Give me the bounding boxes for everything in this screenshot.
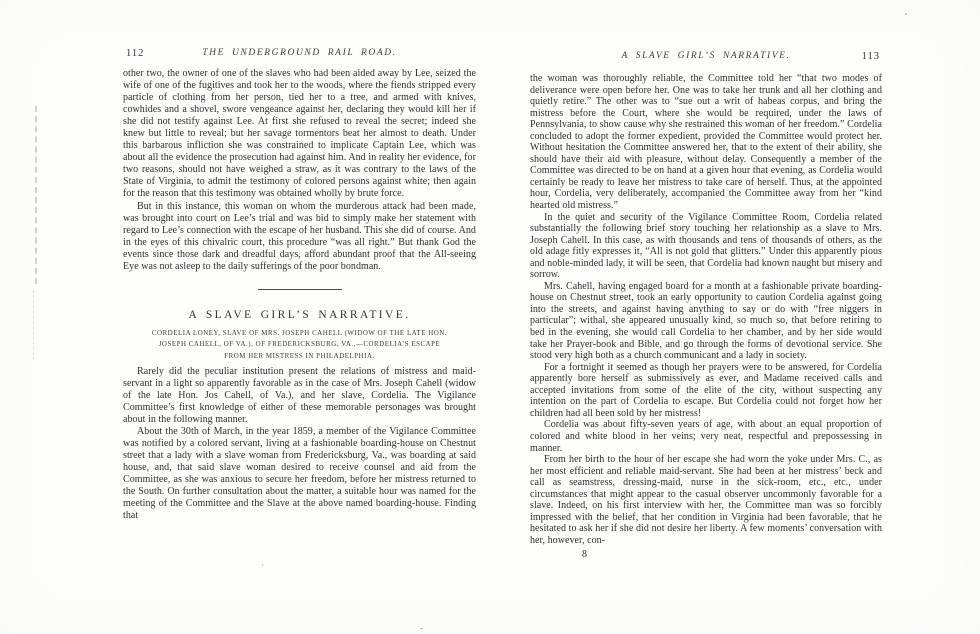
paragraph: other two, the owner of one of the slaves who had been aided away by Lee, seized the wife of one of the fugitives and took her to the woods, where the fiends stripped every particle of clothing from her person, tied her to a tree, and armed with knives, cowhides and a shovel, swore vengeance against her, declaring they would kill her if she did not testify against Lee. At first she refused to reveal the secret; indeed she knew but little to reveal; but her savage tormentors beat her almost to death. Under this barbarous infliction she was constrained to implicate Captain Lee, which was about all the evidence the prosecution had against him. And in reality her evidence, for two reasons, should not have weighed a straw, as it was contrary to the laws of the State of Virginia, to admit the testimony of colored persons against white; then again for the reason that this testimony was obtained wholly by brute force. [123, 68, 476, 200]
running-head: A SLAVE GIRL’S NARRATIVE. [621, 51, 791, 61]
page-number: 112 [126, 48, 145, 59]
page-header-left [123, 48, 476, 61]
subtitle-line: CORDELIA LONEY, SLAVE OF MRS. JOSEPH CAHELL (WIDOW OF THE LATE HON. [151, 329, 448, 337]
page-body [530, 73, 882, 561]
page-body [123, 68, 476, 522]
scan-speck [262, 564, 263, 566]
section-divider-rule [258, 289, 342, 290]
section-subtitle [123, 328, 476, 363]
paragraph: But in this instance, this woman on whom the murderous attack had been made, was brought into court on Lee’s trial and was bid to simply make her statement with regard to Lee’s connection with the escape of her husband. This she did of course. And in the eyes of this chivalric court, this procedure “was all right.” But thank God the events since those dark and dreadful days, afford abundant proof that the All-seeing Eye was not asleep to the daily sufferings of the poor bondman. [123, 200, 476, 272]
subtitle-line: FROM HER MISTRESS IN PHILADELPHIA. [224, 353, 375, 361]
page-112 [123, 48, 476, 522]
paragraph: From her birth to the hour of her escape she had worn the yoke under Mrs. C., as her most efficient and reliable maid-servant. She had been at her mistress’ beck and call as seamstress, dressing-maid, nurse in the sick-room, etc., etc., under circumstances that might appear to the casual observer uncommonly favorable for a slave. Indeed, on his first interview with her, the Committee man was so forcibly impressed with the belief, that her condition in Virginia had been favorable, that he hesitated to ask her if she did not desire her liberty. A few moments’ conversation with her, however, con- [530, 454, 882, 546]
paragraph: In the quiet and security of the Vigilance Committee Room, Cordelia related substantially the following brief story touching her relationship as a slave to Mrs. Joseph Cahell. In this case, as with thousands and tens of thousands of others, as the old adage fitly expresses it, “All is not gold that glitters.” Under this apparently pious and noble-minded lady, it will be seen, that Cordelia had known naught but misery and sorrow. [530, 211, 882, 281]
paragraph: the woman was thoroughly reliable, the Committee told her “that two modes of deliverance were open before her. One was to take her trunk and all her clothing and quietly retire.” The other was to “sue out a writ of habeas corpus, and bring the mistress before the Court, where she would be required, under the laws of Pennsylvania, to show cause why she restrained this woman of her freedom.” Cordelia concluded to adopt the former expedient, provided the Committee would protect her. Without hesitation the Committee answered her, that to the extent of their ability, she should have their aid with pleasure, without delay. Consequently a member of the Committee was directed to be on hand at a given hour that evening, as Cordelia would certainly be ready to leave her mistress to take care of herself. Thus, at the appointed hour, Cordelia, very deliberately, accompanied the Committee away from her “kind hearted old mistress.” [530, 73, 882, 212]
printer-signature-mark: 8 [582, 549, 588, 561]
running-head: THE UNDERGROUND RAIL ROAD. [202, 48, 397, 58]
paragraph: For a fortnight it seemed as though her prayers were to be answered, for Cordelia apparently bore herself as submissively as ever, and Madame received calls and accepted invitations from some of the elite of the city, without suspecting any intention on the part of Cordelia to escape. But Cordelia could not forget how her children had all been sold by her mistress! [530, 361, 882, 419]
paragraph: Rarely did the peculiar institution present the relations of mistress and maid-servant in a light so apparently favorable as in the case of Mrs. Joseph Cahell (widow of the late Hon. Jos Cahell, of Va.), and her slave, Cordelia. The Vigilance Committee’s first knowledge of either of these memorable personages was brought about in the following manner. [123, 365, 476, 425]
page-header-right [530, 51, 882, 64]
scan-smudge-mark [33, 290, 34, 360]
page-number: 113 [861, 51, 880, 62]
page-113 [530, 51, 882, 561]
paragraph: About the 30th of March, in the year 1859, a member of the Vigilance Committee was notified by a colored servant, living at a fashionable boarding-house on Chestnut street that a lady with a slave woman from Fredericksburg, Va., was boarding at said house, and, that said slave woman desired to receive counsel and aid from the Committee, as she was anxious to secure her freedom, before her mistress returned to the South. On further consultation about the matter, a suitable hour was named for the meeting of the Committee and the Slave at the above named boarding-house. Finding that [123, 425, 476, 522]
subtitle-line: JOSEPH CAHELL, OF VA.), OF FREDERICKSBURG, VA.,—CORDELIA’S ESCAPE [158, 341, 441, 349]
scan-smudge-mark [35, 106, 37, 284]
scan-speck [905, 13, 907, 15]
paragraph: Cordelia was about fifty-seven years of age, with about an equal proportion of colored and white blood in her veins; very neat, respectful and prepossessing in manner. [530, 419, 882, 454]
paragraph: Mrs. Cahell, having engaged board for a month at a fashionable private boarding-house on Chestnut street, took an early opportunity to caution Cordelia against going into the streets, and against having anything to say or do with “free niggers in particular”; withal, she appeared unusually kind, so much so, that before retiring to bed in the evening, she would call Cordelia to her chamber, and by her side would take her Prayer-book and Bible, and go through the forms of devotional service. She stood very high both as a church communicant and a lady in society. [530, 280, 882, 362]
section-title: A SLAVE GIRL’S NARRATIVE. [188, 308, 411, 321]
scan-speck [420, 628, 423, 629]
